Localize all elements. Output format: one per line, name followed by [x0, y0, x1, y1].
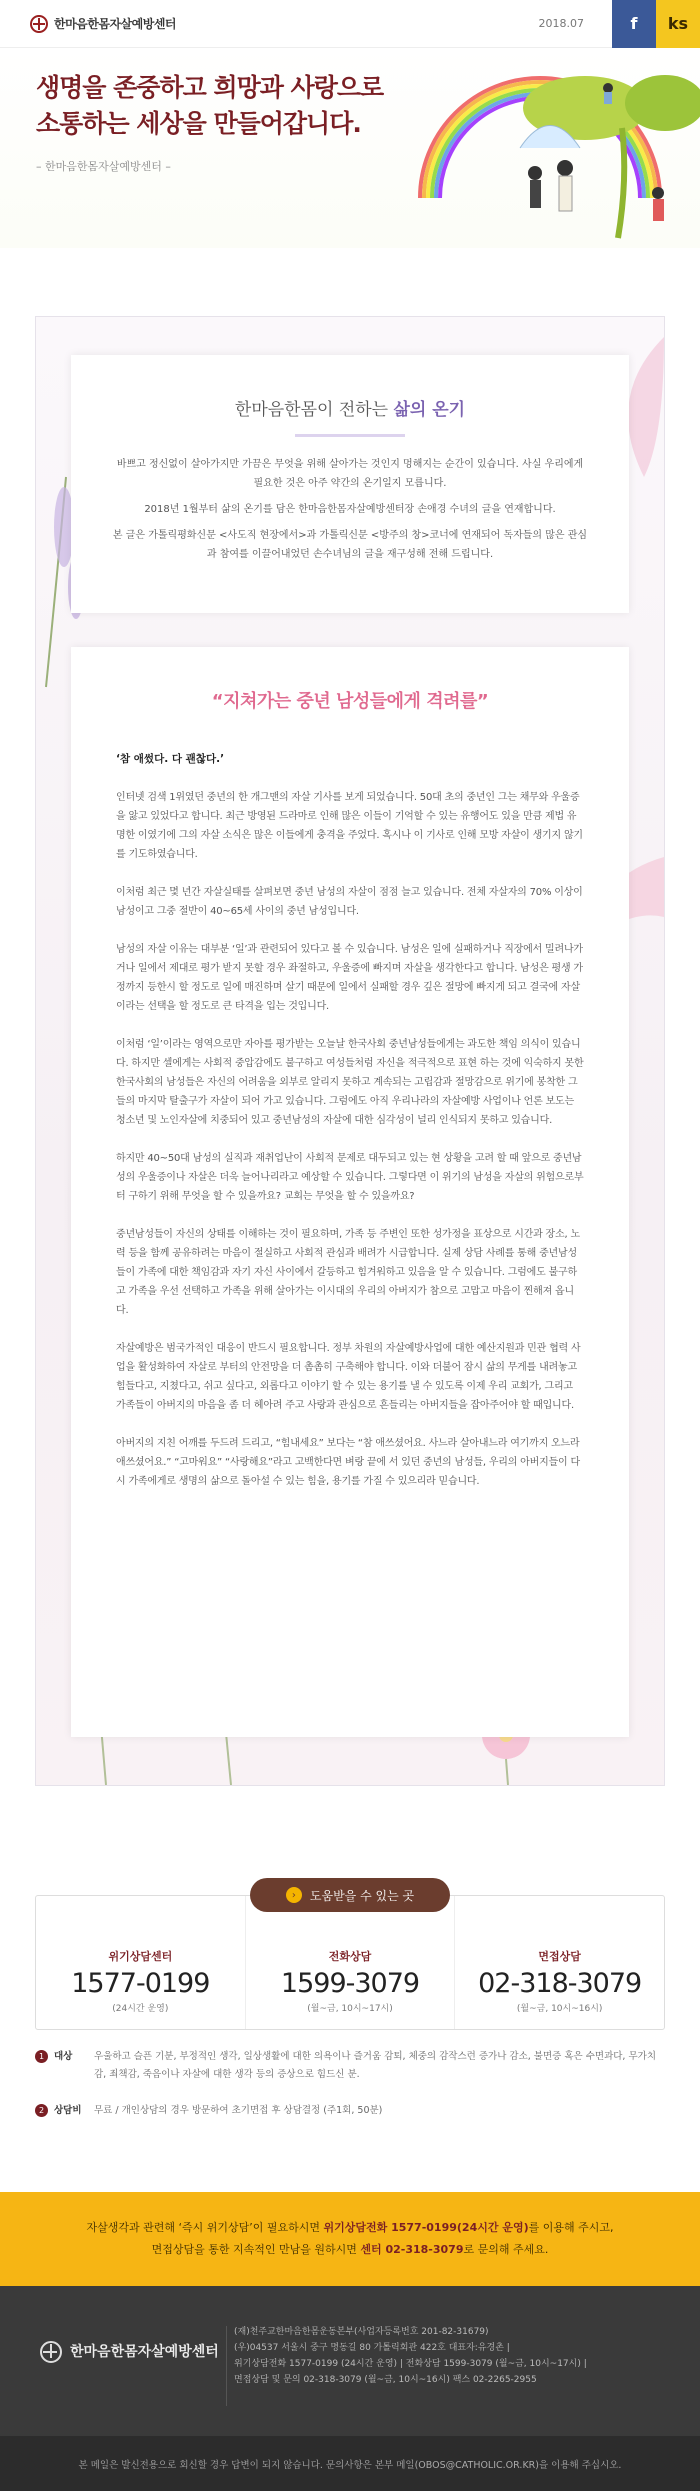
article-paragraph: 자살예방은 범국가적인 대응이 반드시 필요합니다. 정부 차원의 자살예방사업에 대한 예산지원과 민관 협력 사업을 활성화하여 자살로 부터의 안전망을 더 촘촘히 구축해야 합니다. 이와 더불어 잠시 삶의 무게를 내려놓고 힘들다고, 지쳤다고, 쉬고 싶다고, 외롭다고 이야기 할 수 있는 용기를 낼 수 있도록 이제 우리 교회가, 그리고 가족들이 아버지의 마음을 좀 더 헤아려 주고 사랑과 관심으로 흔들리는 아버지들을 잡아주어야 할 때입니다. — [116, 1343, 581, 1411]
footer-notice: 본 메일은 발신전용으로 회신할 경우 답변이 되지 않습니다. 문의사항은 본부 메일(OBOS@CATHOLIC.OR.KR)을 이용해 주십시오. — [0, 2436, 700, 2491]
article-paragraph: 아버지의 지친 어깨를 두드려 드리고, “힘내세요” 보다는 “참 애쓰셨어요. 사느라 살아내느라 여기까지 오느라 애쓰셨어요.” “고마워요” “사랑해요”라고 고백한다면 벼랑 끝에 서 있던 중년의 남성들, 우리의 아버지들이 다시 가족에게로 생명의 삶으로 돌아설 수 있는 힘을, 용기를 가질 수 있으리라 믿습니다. — [116, 1438, 580, 1487]
hero-illustration — [400, 48, 700, 248]
number-badge-2: 2 — [35, 2104, 48, 2117]
intro-paragraph: 본 글은 가톨릭평화신문 <사도직 현장에서>과 가톨릭신문 <방주의 창>코너에 연재되어 독자들의 많은 관심과 참여를 이끌어내었던 손수녀님의 글을 재구성해 전해 드립니다. — [112, 530, 588, 560]
chevron-right-icon: › — [286, 1887, 302, 1903]
intro-card — [71, 355, 629, 613]
hero-subtitle: – 한마음한몸자살예방센터 – — [36, 160, 171, 173]
facebook-icon: f — [630, 14, 638, 33]
intro-paragraph: 2018년 1월부터 삶의 온기를 담은 한마음한몸자살예방센터장 손애경 수녀의 글을 연재합니다. — [144, 504, 556, 515]
top-bar — [0, 0, 700, 48]
cross-logo-icon — [30, 15, 48, 33]
help-contacts — [35, 1895, 665, 2030]
article-card — [71, 647, 629, 1737]
article-paragraph: 하지만 40~50대 남성의 실직과 재취업난이 사회적 문제로 대두되고 있는 현 상황을 고려 할 때 앞으로 중년남성의 우울증이나 자살은 더욱 늘어나리라고 예상할 수 있습니다. 그렇다면 이 위기의 남성을 자살의 위험으로부터 구하기 위해 무엇을 할 수 있을까요? 교회는 무엇을 할 수 있을까요? — [116, 1153, 584, 1202]
number-badge-1: 1 — [35, 2050, 48, 2063]
footer-logo[interactable]: 한마음한몸자살예방센터 — [40, 2341, 219, 2363]
target-info: 1 대상 우울하고 슬픈 기분, 부정적인 생각, 일상생활에 대한 의욕이나 즐거움 감퇴, 체중의 감작스런 증가나 감소, 불면증 혹은 수면과다, 무가치감, 죄책감, 죽음이나 자살에 대한 생각 등의 증상으로 힘드신 분. — [35, 2048, 665, 2084]
content-area — [35, 316, 665, 1786]
article-paragraph: 이처럼 ‘일’이라는 영역으로만 자아를 평가받는 오늘날 한국사회 중년남성들에게는 과도한 책임 의식이 있습니다. 하지만 셀에게는 사회적 중압감에도 불구하고 여성들처럼 자신을 적극적으로 표현 하는 것에 익숙하지 못한 한국사회의 남성들은 자신의 어려움을 외부로 알리지 못하고 계속되는 고립감과 절망감으로 위기에 봉착한 그들의 마지막 탈출구가 자살이 되어 가고 있습니다. 그럼에도 아직 우리나라의 자살예방 사업이나 언론 보도는 청소년 및 노인자살에 치중되어 있고 중년남성의 자살에 대한 심각성이 널리 인식되지 못하고 있습니다. — [116, 1039, 584, 1126]
phone-number: 1599-3079 — [280, 1968, 420, 1999]
interview-counseling-contact[interactable]: 면접상담 02-318-3079 (월~금, 10시~16시) — [455, 1896, 664, 2029]
issue-date: 2018.07 — [538, 17, 584, 30]
header-logo[interactable] — [30, 15, 176, 33]
footer-divider — [226, 2326, 227, 2406]
hero-title: 생명을 존중하고 희망과 사랑으로 소통하는 세상을 만들어갑니다. — [36, 73, 384, 138]
notice-line-1: 자살생각과 관련해 ‘즉시 위기상담’이 필요하시면 위기상담전화 1577-0199(24시간 운영)를 이용해 주시고, — [86, 2221, 614, 2234]
fee-info: 2 상담비 무료 / 개인상담의 경우 방문하여 초기면접 후 상담결정 (주1회, 50분) — [35, 2102, 665, 2120]
facebook-share-button[interactable] — [612, 0, 656, 48]
kakaostory-share-button[interactable] — [656, 0, 700, 48]
kakaostory-icon: ks — [667, 14, 689, 33]
heading-underline — [295, 434, 405, 437]
footer-address: (재)천주교한마음한몸운동본부(사업자등록번호 201-82-31679) (우)04537 서울시 중구 명동길 80 가톨릭회관 422호 대표자:유경촌 | 위기상담전화 1577-0199 (24시간 운영) | 전화상담 1599-3079 (월~금, 10시~17시) | 면접상담 및 문의 02-318-3079 (월~금, 10시~16시) 팩스 02-2265-2955 — [234, 2327, 587, 2385]
phone-counseling-contact[interactable]: 전화상담 1599-3079 (월~금, 10시~17시) — [246, 1896, 456, 2029]
hero-banner — [0, 48, 700, 248]
article-paragraph: 이처럼 최근 몇 년간 자살실태를 살펴보면 중년 남성의 자살이 점점 늘고 있습니다. 전체 자살자의 70% 이상이 남성이고 그중 절반이 40~65세 사이의 중년 남성입니다. — [116, 887, 583, 917]
help-banner: › 도움받을 수 있는 곳 — [250, 1878, 450, 1912]
help-section — [0, 1878, 700, 2138]
article-paragraph: 남성의 자살 이유는 대부분 ‘일’과 관련되어 있다고 볼 수 있습니다. 남성은 일에 실패하거나 직장에서 밀려나가거나 일에서 제대로 평가 받지 못할 경우 좌절하고, 우울증에 빠지며 자살을 생각한다고 합니다. 남성은 평생 가정까지 등한시 할 정도로 일에 매진하며 살기 때문에 일에서 실패할 경우 깊은 절망에 빠지게 되고 결국에 자살이라는 선택을 할 정도로 큰 타격을 입는 것입니다. — [116, 944, 583, 1012]
intro-paragraph: 바쁘고 정신없이 살아가지만 가끔은 무엇을 위해 살아가는 것인지 멍해지는 순간이 있습니다. 사실 우리에게 필요한 것은 아주 약간의 온기일지 모릅니다. — [116, 459, 584, 489]
article-title: “지쳐가는 중년 남성들에게 격려를” — [211, 691, 489, 712]
footer — [0, 2286, 700, 2436]
logo-text: 한마음한몸자살예방센터 — [54, 17, 177, 31]
phone-number: 02-318-3079 — [478, 1968, 642, 1999]
cross-logo-icon — [40, 2341, 62, 2363]
article-lead: ‘참 애썼다. 다 괜찮다.’ — [116, 753, 225, 765]
intro-heading: 한마음한몸이 전하는 삶의 온기 — [234, 400, 466, 420]
crisis-center-contact[interactable]: 위기상담센터 1577-0199 (24시간 운영) — [36, 1896, 246, 2029]
phone-number: 1577-0199 — [71, 1968, 210, 1999]
notice-line-2: 면접상담을 통한 지속적인 만남을 원하시면 센터 02-318-3079로 문의해 주세요. — [151, 2243, 549, 2256]
article-paragraph: 중년남성들이 자신의 상태를 이해하는 것이 필요하며, 가족 등 주변인 또한 성가정을 표상으로 시간과 장소, 노력 등을 함께 공유하려는 마음이 절실하고 사회적 관심과 배려가 시급합니다. 실제 상담 사례를 통해 중년남성들이 가족에 대한 책임감과 자기 자신 사이에서 갈등하고 힘겨워하고 있음을 알 수 있습니다. 그럼에도 불구하고 가족을 우선 선택하고 가족을 위해 살아가는 이시대의 우리의 아버지가 참으로 고맙고 마음이 찐해져 옵니다. — [116, 1229, 580, 1316]
article-paragraph: 인터넷 검색 1위였던 중년의 한 개그맨의 자살 기사를 보게 되었습니다. 50대 초의 중년인 그는 채무와 우울증을 앓고 있었다고 합니다. 최근 방영된 드라마로 인해 많은 이들이 기억할 수 있는 유행어도 있을 만큼 제법 유명한 이였기에 그의 자살 소식은 많은 이들에게 충격을 주었다. 혹시나 이 기사로 인해 모방 자살이 생기지 않기를 기도하였습니다. — [116, 792, 583, 860]
notice-band — [0, 2192, 700, 2286]
